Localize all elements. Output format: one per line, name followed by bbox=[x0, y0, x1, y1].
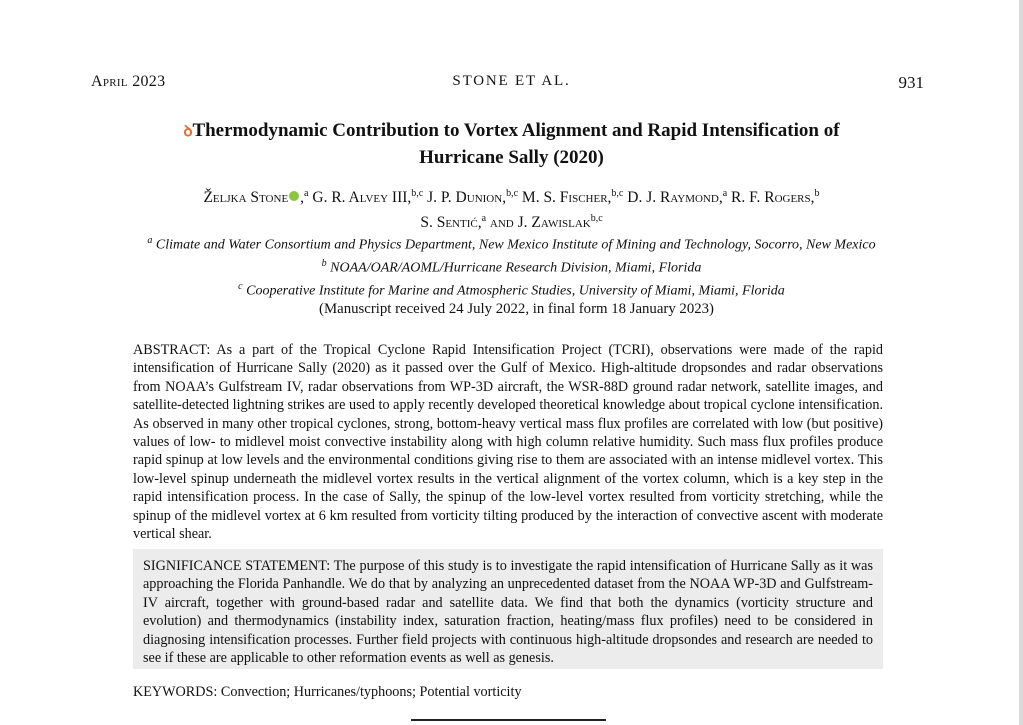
affiliation-text: Climate and Water Consortium and Physics Department, New Mexico Institute of Mining and Technology, Socorro, New Mexico bbox=[155, 237, 876, 253]
manuscript-dates: (Manuscript received 24 July 2022, in final form 18 January 2023) bbox=[319, 301, 714, 317]
significance-statement-box bbox=[133, 549, 883, 669]
abstract-text: As a part of the Tropical Cyclone Rapid Intensification Project (TCRI), observations were made of the rapid intensification of Hurricane Sally (2020) as it passed over the Gulf of Mexico. High-altitude dropsondes and radar observations from NOAA’s Gulfstream IV, radar observations from WP-3D aircraft, the WSR-88D ground radar network, satellite images, and satellite-detected lightning strikes are used to apply recently developed theoretical knowledge about tropical cyclone intensification. As observed in many other tropical cyclones, strong, bottom-heavy vertical mass flux profiles are correlated with low (but positive) values of low- to midlevel moist convective instability along with high column relative humidity. Such mass flux profiles produce rapid spinup at low levels and the environmental conditions giving rise to them are associated with an intense midlevel vortex. This low-level spinup underneath the midlevel vortex results in the vertical alignment of the vortex column, which is a key step in the rapid intensification process. In the case of Sally, the spinup of the low-level vortex resulted from vorticity stretching, while the spinup of the midlevel vortex at 6 km resulted from vorticity tilting produced by the interaction of convective ascent with moderate vertical shear. bbox=[133, 342, 883, 543]
author-name[interactable]: J. Zawislak bbox=[517, 214, 591, 232]
header-running-title: STONE ET AL. bbox=[452, 73, 571, 89]
affiliation-text: Cooperative Institute for Marine and Atmospheric Studies, University of Miami, Miami, Florida bbox=[246, 283, 785, 299]
author-name[interactable]: S. Sentić bbox=[420, 214, 478, 232]
significance-label: SIGNIFICANCE STATEMENT: bbox=[143, 558, 331, 574]
orcid-icon[interactable] bbox=[289, 191, 299, 201]
significance-statement bbox=[143, 557, 873, 667]
author-affil-mark: b,c bbox=[590, 213, 603, 225]
author-name[interactable]: Željka Stone bbox=[203, 189, 289, 207]
author-list: Željka Stone ,$^a$ G. R. Alvey III,$^{b,c}$ J. P. Dunion,$^{b,c}$ M. S. Fischer,$^{b,c}$ D. J. Raymond,$^a$ R. F. Rogers,$^b$ S. Sentić,$^a$ and J. Zawislak$^{b,c}$ bbox=[203, 188, 820, 232]
keywords-label: KEYWORDS: bbox=[133, 684, 218, 700]
affiliation-item bbox=[80, 255, 943, 278]
affiliation-item bbox=[80, 278, 943, 301]
author-affil-mark: b,c bbox=[506, 188, 519, 199]
paper-title bbox=[120, 118, 903, 170]
title-line-2: Hurricane Sally (2020) bbox=[419, 147, 604, 168]
abstract-label: ABSTRACT: bbox=[133, 342, 211, 358]
affiliation-list bbox=[80, 232, 943, 301]
affiliation-mark: a bbox=[147, 235, 153, 246]
authors-conjunction: and bbox=[489, 214, 514, 232]
author-name[interactable]: R. F. Rogers bbox=[731, 189, 811, 207]
affiliation-mark: c bbox=[238, 281, 243, 293]
author-affil-mark: b bbox=[814, 188, 820, 199]
author-name[interactable]: D. J. Raymond bbox=[627, 189, 719, 207]
footnote-divider bbox=[411, 719, 606, 721]
author-affil-mark: a bbox=[304, 188, 309, 199]
author-affil-mark: a bbox=[722, 188, 728, 199]
page-edge-shadow bbox=[1019, 0, 1023, 725]
affiliation-item bbox=[80, 232, 943, 255]
affiliation-text: NOAA/OAR/AOML/Hurricane Research Division, Miami, Florida bbox=[330, 260, 702, 276]
significance-text: The purpose of this study is to investigate the rapid intensification of Hurricane Sally as it was approaching the Florida Panhandle. We do that by analyzing an unprecedented dataset from the NOAA WP-3D and Gulfstream-IV aircraft, together with ground-based radar and satellite data. We find that both the dynamics (vorticity structure and evolution) and thermodynamics (instability index, saturation fraction, heating/mass flux profiles) need to be considered in diagnosing intensification processes. Further field projects with continuous high-altitude dropsondes and research are needed to see if these are applicable to other reformation events as well as genesis. bbox=[143, 558, 873, 667]
author-name[interactable]: G. R. Alvey III bbox=[312, 189, 408, 207]
header-date: April 2023 bbox=[91, 73, 166, 90]
abstract bbox=[133, 341, 883, 543]
author-name[interactable]: J. P. Dunion bbox=[427, 189, 503, 207]
keywords-text: Convection; Hurricanes/typhoons; Potential vorticity bbox=[220, 684, 522, 700]
keywords bbox=[133, 684, 522, 701]
author-name[interactable]: M. S. Fischer bbox=[521, 189, 608, 207]
author-affil-mark: b,c bbox=[611, 188, 624, 199]
open-access-icon: ꝺ bbox=[183, 124, 193, 140]
title-line-1: Thermodynamic Contribution to Vortex Alignment and Rapid Intensification of bbox=[192, 120, 840, 141]
affiliation-mark: b bbox=[321, 258, 327, 270]
header-page-number: 931 bbox=[898, 73, 924, 92]
author-affil-mark: a bbox=[481, 213, 487, 225]
author-affil-mark: b,c bbox=[411, 188, 424, 199]
